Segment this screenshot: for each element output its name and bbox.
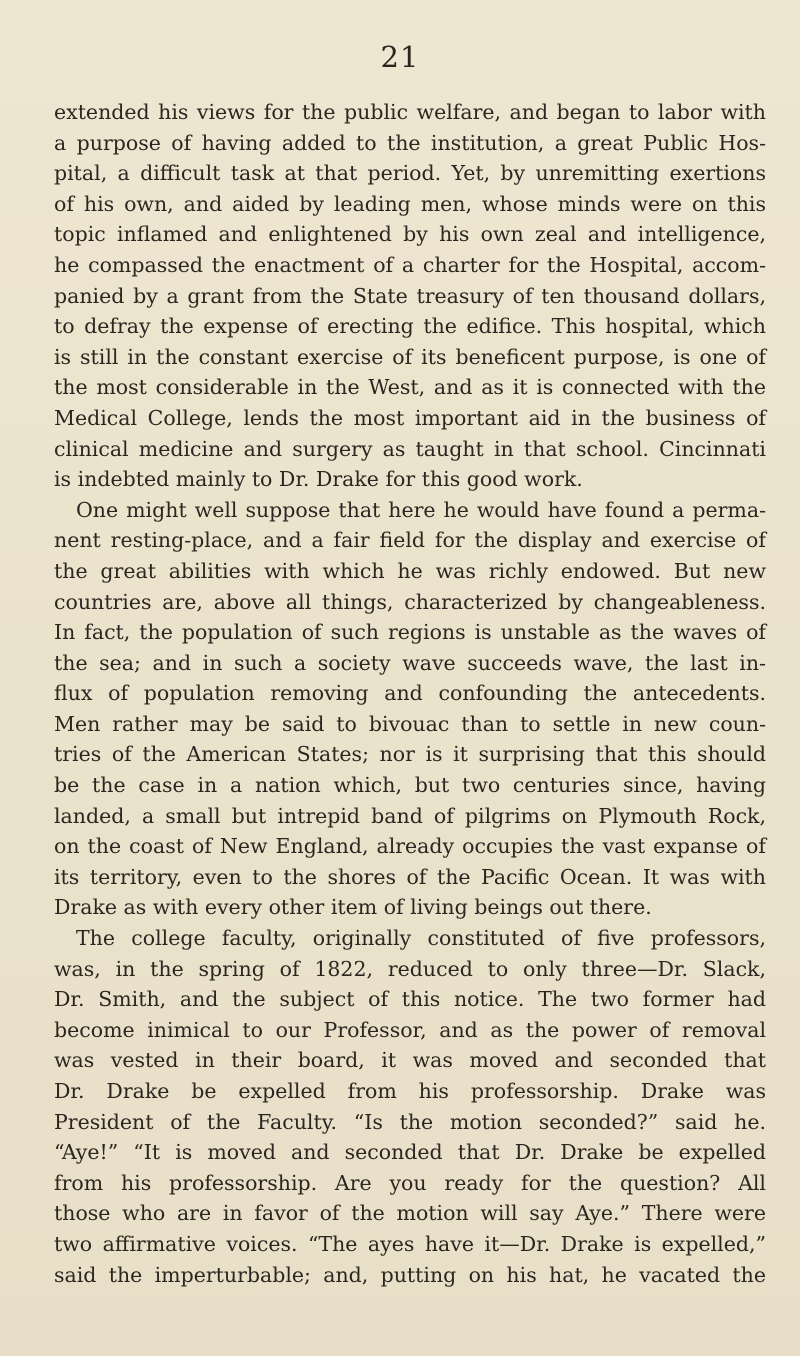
text-line: clinical medicine and surgery as taught in that school. Cincinnati bbox=[54, 436, 766, 461]
text-line: President of the Faculty. “Is the motion seconded?” said he. bbox=[54, 1109, 766, 1134]
text-line: from his professorship. Are you ready for the question? All bbox=[54, 1170, 766, 1195]
text-line: One might well suppose that here he would have found a perma- bbox=[76, 497, 766, 522]
text-line: is indebted mainly to Dr. Drake for this good work. bbox=[54, 467, 583, 492]
text-line: Men rather may be said to bivouac than to settle in new coun- bbox=[54, 711, 766, 736]
text-line: pital, a difficult task at that period. Yet, by unremitting exertions bbox=[54, 161, 766, 186]
text-line: nent resting-place, and a fair field for the display and exercise of bbox=[54, 528, 766, 553]
body-text bbox=[54, 97, 766, 1290]
text-line: the most considerable in the West, and as it is connected with the bbox=[54, 375, 766, 400]
text-line: a purpose of having added to the institution, a great Public Hos- bbox=[54, 130, 766, 155]
page-number: 21 bbox=[380, 40, 420, 74]
text-line: In fact, the population of such regions is unstable as the waves of bbox=[54, 620, 766, 645]
text-line: Drake as with every other item of living beings out there. bbox=[54, 895, 652, 920]
text-line: the sea; and in such a society wave succeeds wave, the last in- bbox=[54, 650, 766, 675]
text-line: flux of population removing and confounding the antecedents. bbox=[54, 681, 766, 706]
text-line: its territory, even to the shores of the Pacific Ocean. It was with bbox=[54, 864, 766, 889]
text-line: Dr. Drake be expelled from his professorship. Drake was bbox=[54, 1079, 766, 1103]
text-line: Medical College, lends the most important aid in the business of bbox=[54, 405, 766, 430]
text-line: landed, a small but intrepid band of pilgrims on Plymouth Rock, bbox=[54, 803, 766, 828]
text-line: become inimical to our Professor, and as the power of removal bbox=[54, 1017, 766, 1042]
text-line: to defray the expense of erecting the edifice. This hospital, which bbox=[54, 314, 766, 339]
text-line: tries of the American States; nor is it surprising that this should bbox=[54, 742, 766, 767]
text-line: was, in the spring of 1822, reduced to only three—Dr. Slack, bbox=[54, 956, 766, 981]
text-line: on the coast of New England, already occupies the vast expanse of bbox=[54, 834, 766, 859]
text-line: of his own, and aided by leading men, whose minds were on this bbox=[54, 191, 766, 216]
text-line: was vested in their board, it was moved and seconded that bbox=[54, 1048, 766, 1073]
text-line: extended his views for the public welfare, and began to labor with bbox=[54, 100, 766, 124]
text-line: “Aye!” “It is moved and seconded that Dr. Drake be expelled bbox=[54, 1140, 766, 1165]
text-line: those who are in favor of the motion will say Aye.” There were bbox=[54, 1201, 766, 1226]
text-line: the great abilities with which he was richly endowed. But new bbox=[54, 558, 766, 583]
text-line: panied by a grant from the State treasury of ten thousand dollars, bbox=[54, 283, 766, 308]
text-line: topic inflamed and enlightened by his own zeal and intelligence, bbox=[54, 222, 766, 247]
text-line: The college faculty, originally constituted of five professors, bbox=[76, 926, 766, 951]
text-line: is still in the constant exercise of its beneficent purpose, is one of bbox=[54, 344, 766, 369]
text-line: two affirmative voices. “The ayes have it—Dr. Drake is expelled,” bbox=[54, 1231, 766, 1256]
text-line: he compassed the enactment of a charter for the Hospital, accom- bbox=[54, 252, 766, 277]
text-line: Dr. Smith, and the subject of this notice. The two former had bbox=[54, 987, 766, 1012]
text-line: be the case in a nation which, but two centuries since, having bbox=[54, 773, 766, 798]
text-line: countries are, above all things, characterized by changeableness. bbox=[54, 589, 766, 614]
text-line: said the imperturbable; and, putting on his hat, he vacated the bbox=[54, 1262, 766, 1287]
